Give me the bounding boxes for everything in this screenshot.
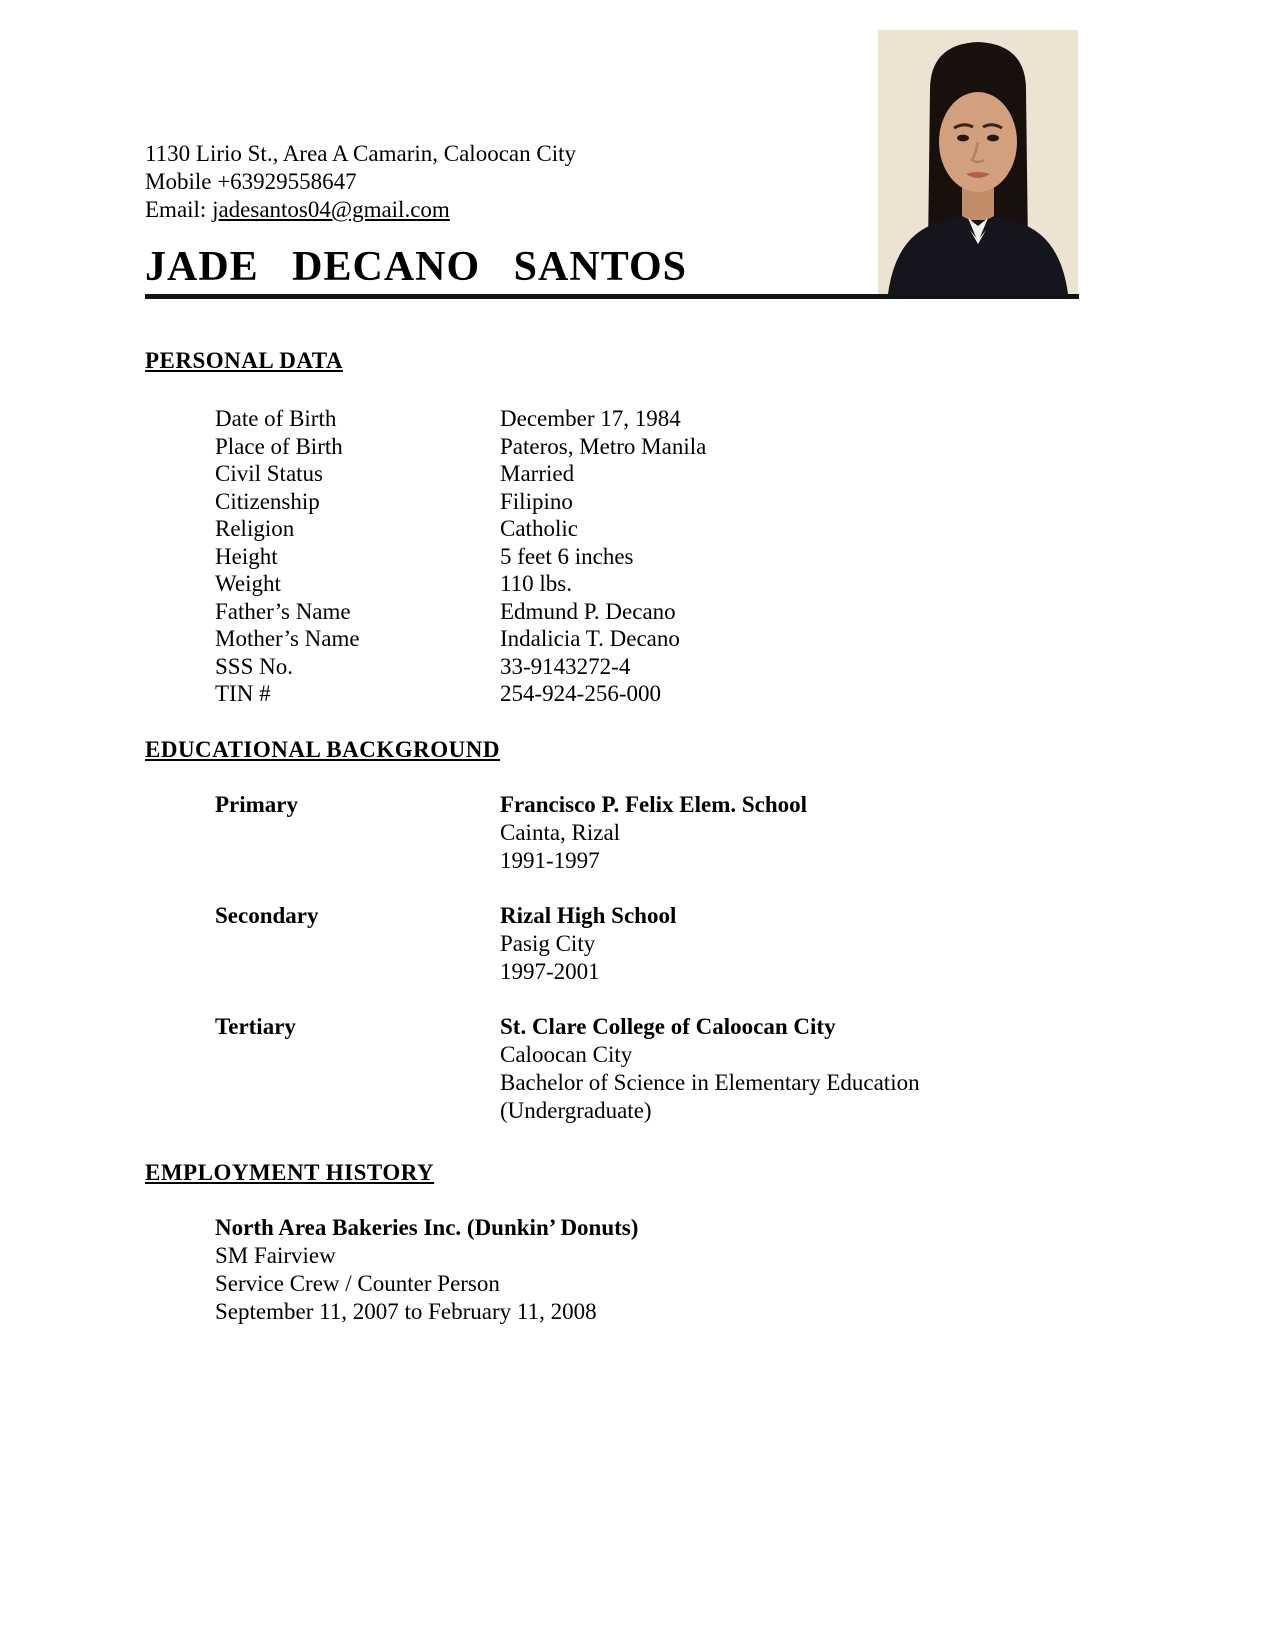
field-value: Filipino [500, 488, 573, 514]
field-label: Religion [215, 516, 295, 541]
contact-mobile: Mobile +63929558647 [145, 169, 357, 194]
contact-address: 1130 Lirio St., Area A Camarin, Caloocan City [145, 141, 576, 166]
school-degree: Bachelor of Science in Elementary Education [500, 1069, 920, 1095]
table-row [215, 543, 1140, 571]
employment-heading: EMPLOYMENT HISTORY [145, 1159, 435, 1185]
field-label: Civil Status [215, 461, 323, 486]
field-label: Citizenship [215, 488, 320, 514]
employer-name: North Area Bakeries Inc. (Dunkin’ Donuts) [215, 1214, 639, 1240]
personal-data-heading: PERSONAL DATA [145, 348, 343, 373]
field-label: Father’s Name [215, 598, 351, 624]
page-title: JADE DECANO SANTOS [145, 244, 687, 290]
education-entry-primary [215, 791, 1140, 875]
field-value: 5 feet 6 inches [500, 543, 634, 569]
table-row [215, 625, 1140, 653]
table-row [215, 405, 1140, 433]
education-details [500, 791, 1140, 875]
field-label: TIN # [215, 681, 271, 706]
school-years: 1991-1997 [500, 847, 600, 873]
education-level: Secondary [215, 902, 319, 928]
employer-location: SM Fairview [215, 1242, 336, 1268]
table-row [215, 680, 1140, 708]
field-value: Catholic [500, 516, 578, 541]
school-name: St. Clare College of Caloocan City [500, 1013, 836, 1039]
education-level: Primary [215, 791, 299, 817]
table-row [215, 598, 1140, 626]
education-details [500, 902, 1140, 986]
employment-entry [215, 1214, 1140, 1326]
table-row [215, 515, 1140, 543]
field-value: 110 lbs. [500, 571, 572, 596]
field-value: Indalicia T. Decano [500, 626, 680, 651]
field-label: SSS No. [215, 653, 293, 679]
school-location: Caloocan City [500, 1041, 633, 1067]
field-value: Edmund P. Decano [500, 598, 676, 624]
school-name: Francisco P. Felix Elem. School [500, 791, 808, 817]
portrait-photo [878, 30, 1078, 294]
education-entry-tertiary [215, 1013, 1140, 1125]
field-value: December 17, 1984 [500, 406, 681, 431]
table-row [215, 433, 1140, 461]
resume-body [145, 347, 1140, 1326]
school-status: (Undergraduate) [500, 1097, 652, 1123]
portrait-photo-graphic [878, 30, 1078, 294]
education-entry-secondary [215, 902, 1140, 986]
section-employment-history [145, 1159, 1140, 1326]
contact-email-link[interactable]: jadesantos04@gmail.com [212, 197, 450, 222]
section-personal-data [145, 347, 1140, 708]
school-name: Rizal High School [500, 902, 677, 928]
education-details [500, 1013, 1140, 1125]
school-location: Pasig City [500, 930, 596, 956]
field-value: Pateros, Metro Manila [500, 433, 707, 459]
field-label: Weight [215, 571, 281, 596]
school-years: 1997-2001 [500, 958, 600, 984]
table-row [215, 570, 1140, 598]
contact-email-line [145, 196, 576, 224]
contact-block [145, 140, 576, 224]
school-location: Cainta, Rizal [500, 819, 621, 845]
field-value: Married [500, 461, 575, 486]
field-value: 254-924-256-000 [500, 681, 661, 706]
field-label: Date of Birth [215, 406, 337, 431]
table-row [215, 653, 1140, 681]
table-row [215, 488, 1140, 516]
education-heading: EDUCATIONAL BACKGROUND [145, 736, 500, 762]
contact-email-label: Email: [145, 197, 213, 222]
section-educational-background [145, 736, 1140, 1125]
employment-dates: September 11, 2007 to February 11, 2008 [215, 1298, 597, 1324]
job-title: Service Crew / Counter Person [215, 1270, 500, 1296]
header-divider [145, 294, 1079, 299]
field-label: Mother’s Name [215, 626, 360, 651]
field-label: Height [215, 543, 278, 569]
field-value: 33-9143272-4 [500, 653, 631, 679]
education-level: Tertiary [215, 1013, 296, 1039]
table-row [215, 460, 1140, 488]
personal-data-rows [215, 405, 1140, 708]
field-label: Place of Birth [215, 433, 343, 459]
